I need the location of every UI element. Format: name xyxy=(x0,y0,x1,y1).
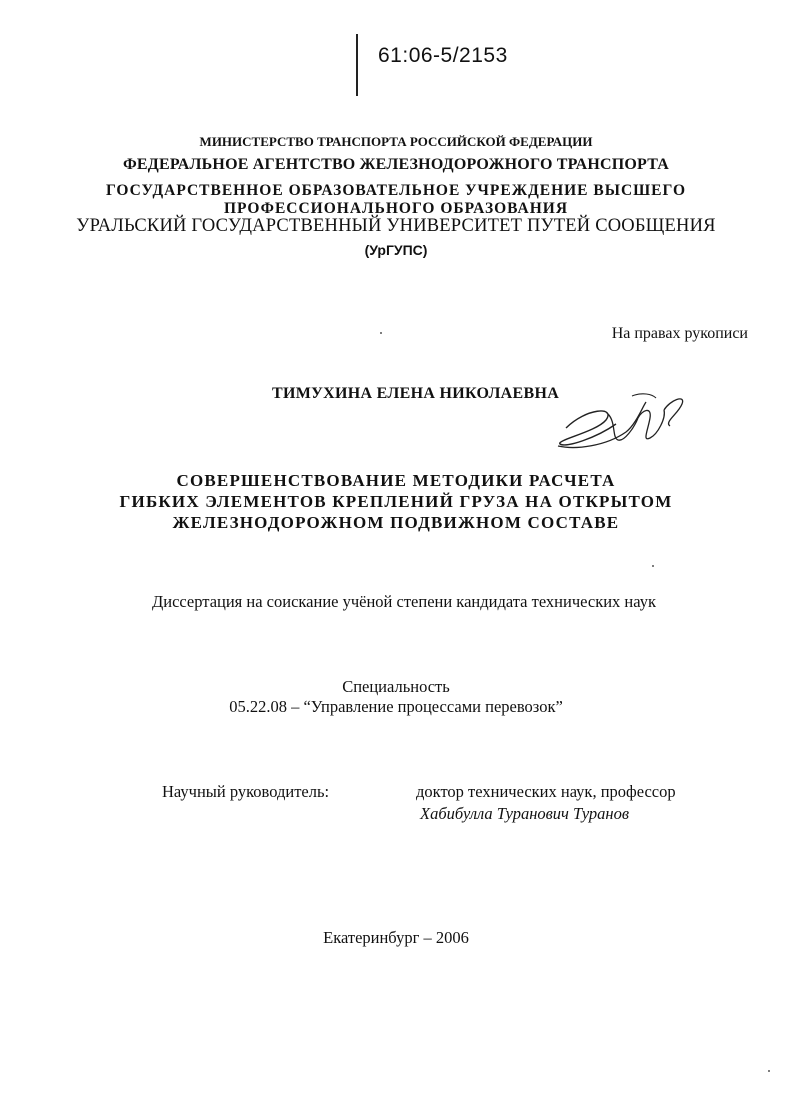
institution-type-line1: ГОСУДАРСТВЕННОЕ ОБРАЗОВАТЕЛЬНОЕ УЧРЕЖДЕНИЕ ВЫСШЕГО xyxy=(105,182,687,199)
supervisor-degree: доктор технических наук, профессор xyxy=(416,782,676,801)
supervisor-name: Хабибулла Туранович Туранов xyxy=(420,804,630,823)
author-name: ТИМУХИНА ЕЛЕНА НИКОЛАЕВНА xyxy=(272,385,560,402)
archive-stamp-code: 61:06-5/2153 xyxy=(378,44,508,67)
scan-speck xyxy=(768,1070,770,1072)
dissertation-title xyxy=(0,470,792,533)
specialty-value: 05.22.08 – “Управление процессами перевозок” xyxy=(229,697,563,716)
place-and-year: Екатеринбург – 2006 xyxy=(323,928,469,947)
author-signature xyxy=(546,388,696,460)
agency-name: ФЕДЕРАЛЬНОЕ АГЕНТСТВО ЖЕЛЕЗНОДОРОЖНОГО ТРАНСПОРТА xyxy=(122,156,670,173)
scan-speck xyxy=(380,332,382,334)
title-line: ЖЕЛЕЗНОДОРОЖНОМ ПОДВИЖНОМ СОСТАВЕ xyxy=(172,513,620,532)
supervisor-label: Научный руководитель: xyxy=(162,782,330,801)
title-line: СОВЕРШЕНСТВОВАНИЕ МЕТОДИКИ РАСЧЕТА xyxy=(176,471,616,490)
university-name: УРАЛЬСКИЙ ГОСУДАРСТВЕННЫЙ УНИВЕРСИТЕТ ПУТЕЙ СООБЩЕНИЯ xyxy=(76,216,716,236)
specialty-label: Специальность xyxy=(342,677,450,696)
university-abbreviation: (УрГУПС) xyxy=(364,242,428,258)
institution-type-line2: ПРОФЕССИОНАЛЬНОГО ОБРАЗОВАНИЯ xyxy=(223,200,569,217)
dissertation-degree-note: Диссертация на соискание учёной степени кандидата технических наук xyxy=(152,592,656,611)
title-line: ГИБКИХ ЭЛЕМЕНТОВ КРЕПЛЕНИЙ ГРУЗА НА ОТКРЫТОМ xyxy=(119,492,673,511)
ministry-name: МИНИСТЕРСТВО ТРАНСПОРТА РОССИЙСКОЙ ФЕДЕРАЦИИ xyxy=(199,134,593,149)
stamp-vertical-line xyxy=(356,34,358,96)
manuscript-rights-note: На правах рукописи xyxy=(611,325,748,342)
scan-speck xyxy=(652,565,654,567)
